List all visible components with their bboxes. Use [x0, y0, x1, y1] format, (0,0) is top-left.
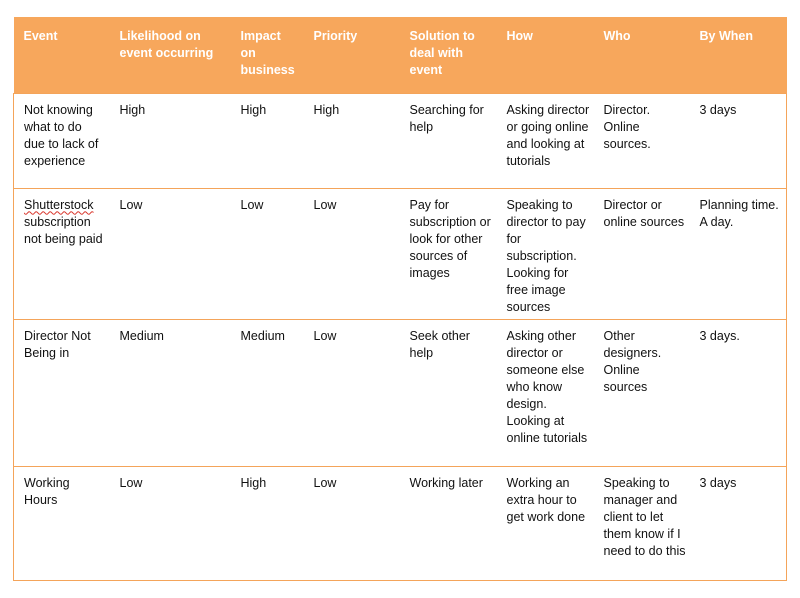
header-solution: Solution to deal with event	[400, 17, 497, 93]
cell-how: Speaking to director to pay for subscription. Looking for free image sources	[497, 188, 594, 319]
cell-solution: Seek other help	[400, 319, 497, 466]
cell-solution: Working later	[400, 466, 497, 580]
cell-event-rest: subscription not being paid	[24, 214, 103, 246]
risk-table	[13, 17, 787, 581]
table-row	[14, 466, 787, 580]
cell-event: Director Not Being in	[14, 319, 110, 466]
cell-how: Asking other director or someone else who know design. Looking at online tutorials	[497, 319, 594, 466]
table-row	[14, 319, 787, 466]
header-impact: Impact on business	[231, 17, 304, 93]
cell-how: Working an extra hour to get work done	[497, 466, 594, 580]
table-row	[14, 188, 787, 319]
cell-priority: High	[304, 93, 400, 188]
cell-impact: High	[231, 466, 304, 580]
cell-likelihood: High	[110, 93, 231, 188]
cell-likelihood: Low	[110, 466, 231, 580]
cell-by-when: 3 days.	[690, 319, 787, 466]
cell-event: Not knowing what to do due to lack of experience	[14, 93, 110, 188]
cell-likelihood: Low	[110, 188, 231, 319]
cell-likelihood: Medium	[110, 319, 231, 466]
cell-who: Other designers. Online sources	[594, 319, 690, 466]
spellcheck-word: Shutterstock	[24, 197, 94, 212]
header-likelihood: Likelihood on event occurring	[110, 17, 231, 93]
cell-by-when: 3 days	[690, 466, 787, 580]
header-by-when: By When	[690, 17, 787, 93]
cell-impact: Medium	[231, 319, 304, 466]
cell-who: Speaking to manager and client to let them know if I need to do this	[594, 466, 690, 580]
header-row	[14, 17, 787, 93]
table-row	[14, 93, 787, 188]
cell-by-when: Planning time. A day.	[690, 188, 787, 319]
header-who: Who	[594, 17, 690, 93]
cell-who: Director or online sources	[594, 188, 690, 319]
cell-event	[14, 188, 110, 319]
cell-event: Working Hours	[14, 466, 110, 580]
cell-priority: Low	[304, 188, 400, 319]
header-event: Event	[14, 17, 110, 93]
cell-how: Asking director or going online and looking at tutorials	[497, 93, 594, 188]
header-priority: Priority	[304, 17, 400, 93]
header-how: How	[497, 17, 594, 93]
cell-by-when: 3 days	[690, 93, 787, 188]
cell-priority: Low	[304, 466, 400, 580]
cell-impact: High	[231, 93, 304, 188]
cell-priority: Low	[304, 319, 400, 466]
cell-solution: Pay for subscription or look for other sources of images	[400, 188, 497, 319]
cell-who: Director. Online sources.	[594, 93, 690, 188]
cell-impact: Low	[231, 188, 304, 319]
cell-solution: Searching for help	[400, 93, 497, 188]
